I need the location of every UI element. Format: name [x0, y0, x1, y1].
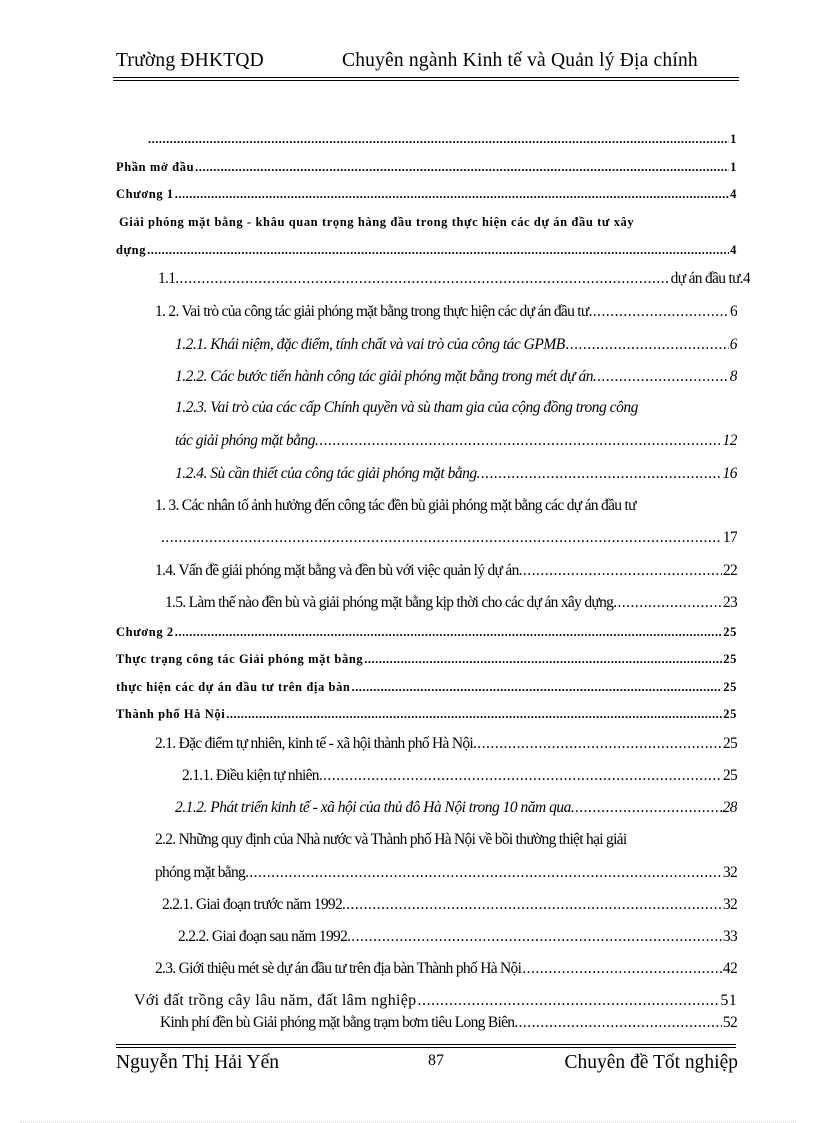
- page-number: 87: [428, 1052, 444, 1069]
- toc-entry: dựng ..... 4: [116, 243, 737, 258]
- toc-entry: 1. 2. Vai trò của công tác giải phóng mặt bằng trong thực hiện các dự án đầu tư. ..... 6: [155, 303, 737, 321]
- header-major: Chuyên ngành Kinh tế và Quản lý Địa chính: [342, 50, 698, 71]
- toc-entry: Với đất trồng cây lâu năm, đất lâm nghiệp ..... 51: [134, 992, 737, 1010]
- toc-entry: Chương 1 ..... 4: [116, 187, 737, 202]
- toc-entry: 1.2.4. Sù cần thiết của công tác giải phóng mặt bằng. ..... 16: [175, 465, 737, 483]
- toc-entry: 2.1. Đặc điểm tự nhiên, kinh tế - xã hội thành phố Hà Nội. ..... 25: [155, 735, 737, 753]
- toc-entry: Thực trạng công tác Giải phóng mặt bằng ..... 25: [116, 652, 737, 667]
- toc-entry: 2.1.1. Điều kiện tự nhiên. ..... 25: [182, 767, 737, 785]
- toc-entry: 2.3. Giới thiệu mét sè dự án đầu tư trên địa bàn Thành phố Hà Nội ..... 42: [155, 960, 737, 978]
- toc-entry: 2.1.2. Phát triển kinh tế - xã hội của thủ đô Hà Nội trong 10 năm qua. ..... 28: [175, 799, 737, 817]
- toc-entry: Chương 2 ..... 25: [116, 625, 737, 640]
- toc-entry: ..... 17: [160, 529, 737, 547]
- header-school: Trường ĐHKTQD: [116, 50, 264, 71]
- toc-entry: tác giải phóng mặt bằng. ..... 12: [175, 432, 737, 450]
- toc-entry: 1.2.2. Các bước tiến hành công tác giải phóng mặt bằng trong mét dự án. ..... 8: [175, 368, 737, 386]
- toc-entry: Kinh phí đền bù Giải phóng mặt bằng trạm bơm tiêu Long Biên. ..... 52: [160, 1014, 737, 1032]
- toc-entry-line: 1.2.3. Vai trò của các cấp Chính quyền và sù tham gia của cộng đồng trong công: [175, 399, 638, 416]
- toc-entry: 1.5. Làm thế nào đền bù và giải phóng mặt bằng kịp thời cho các dự án xây dựng. ..... 23: [165, 594, 737, 612]
- toc-entry: 2.2.2. Giai đoạn sau năm 1992. ..... 33: [178, 928, 737, 946]
- page-footer: [116, 1052, 738, 1078]
- toc-entry-line: 2.2. Những quy định của Nhà nước và Thành phố Hà Nội về bồi thường thiệt hại giải: [155, 831, 627, 848]
- toc-entry: ..... 1: [147, 132, 737, 147]
- toc-entry: Thành phố Hà Nội ..... 25: [116, 707, 737, 722]
- toc-entry: 1.1. ..... dự án đầu tư.4: [158, 270, 750, 288]
- footer-rule-bottom: [116, 1047, 736, 1048]
- toc-entry-line: 1. 3. Các nhân tố ảnh hưởng đến công tác đền bù giải phóng mặt bằng các dự án đầu tư: [155, 497, 636, 514]
- toc-entry-line: Giải phóng mặt bằng - khâu quan trọng hàng đầu trong thực hiện các dự án đầu tư xây: [119, 215, 635, 229]
- footer-rule-top: [116, 1044, 736, 1045]
- toc-entry: 1.4. Vấn đề giải phóng mặt bằng và đền bù với việc quản lý dự án. ..... 22: [155, 562, 737, 580]
- footer-author: Nguyễn Thị Hải Yến: [116, 1052, 280, 1073]
- toc-entry: Phần mở đầu ..... 1: [116, 160, 737, 175]
- toc-entry: phóng mặt bằng. ..... 32: [155, 864, 737, 882]
- toc-entry: 1.2.1. Khái niệm, đặc điểm, tính chất và vai trò của công tác GPMB ..... 6: [175, 336, 737, 354]
- toc-entry: 2.2.1. Giai đoạn trước năm 1992. ..... 32: [162, 896, 737, 914]
- footer-doc-type: Chuyên đề Tốt nghiệp: [564, 1052, 738, 1073]
- toc-entry: thực hiện các dự án đầu tư trên địa bàn ..... 25: [116, 680, 737, 695]
